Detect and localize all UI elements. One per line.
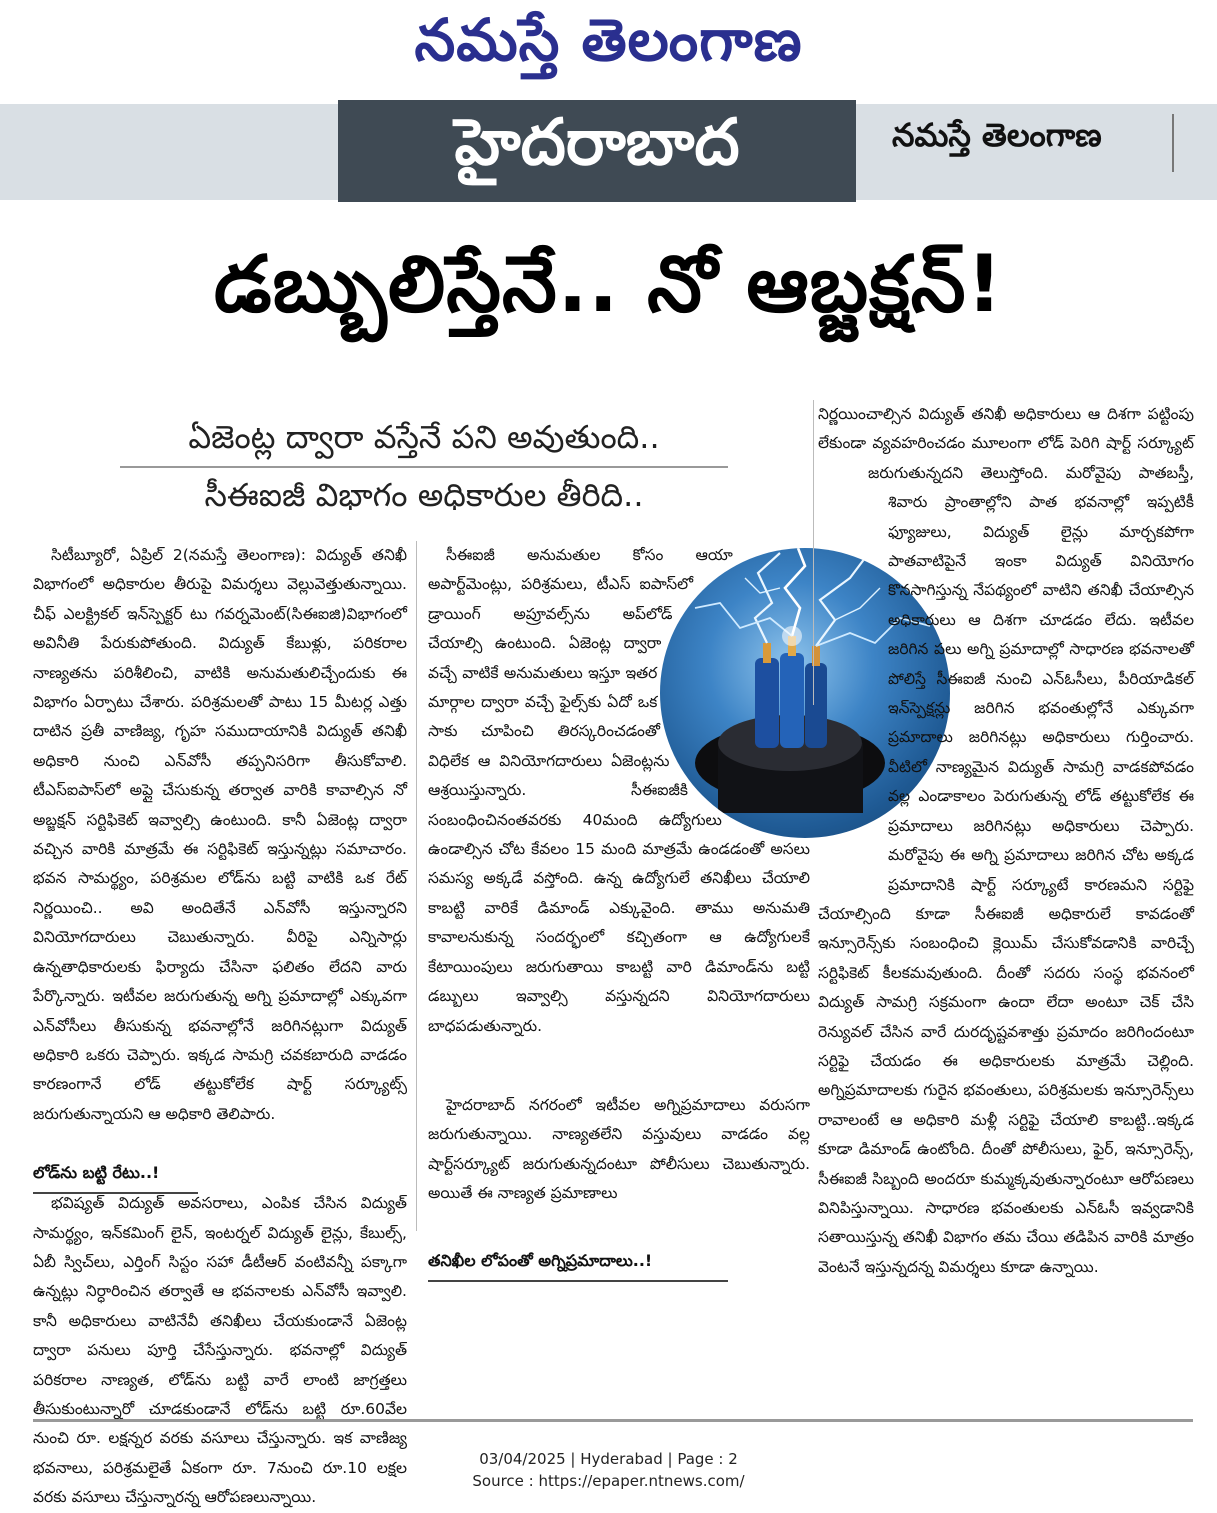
paragraph: భవిష్యత్ విద్యుత్ అవసరాలు, ఎంపిక చేసిన విద్యుత్ సామర్థ్యం, ఇన్‌కమింగ్ లైన్, ఇంటర్నల్ విద్యుత్ లైన్లు, కేబుల్స్, ఏబీ స్విచ్‌లు, ఎర్తింగ్ సిస్టం సహా డీటీఆర్ వంటివన్నీ పక్కాగా ఉన్నట్లు నిర్ధారించిన తర్వాతే ఆ భవనాలకు ఎన్‌వోసీ ఇవ్వాలి. కానీ అధికారులు వాటినేవీ తనిఖీలు చేయకుండానే ఏజెంట్ల ద్వారా పనులు పూర్తి చేసేస్తున్నారు. భవనాల్లో విద్యుత్ పరికరాల నాణ్యత, లోడ్‌ను బట్టి వారే లాంటి జాగ్రత్తలు తీసుకుంటున్నారో చూడకుండానే లోడ్‌ను బట్టి రూ.60వేల నుంచి రూ. లక్షన్నర వరకు వసూలు చేస్తున్నారు. ఇక వాణిజ్య భవనాలు, పరిశ్రమలైతే ఏకంగా రూ. 7నుంచి రూ.10 లక్షల వరకు వసూలు చేస్తున్నారన్న ఆరోపణలున్నాయి.	[33, 1194, 407, 1507]
paragraph: హైదరాబాద్ నగరంలో ఇటీవల అగ్నిప్రమాదాలు వరుసగా జరుగుతున్నాయి. నాణ్యతలేని వస్తువులు వాడడం వల్ల షార్ట్‌సర్క్యూట్ జరుగుతున్నదంటూ పోలీసులు చెబుతున్నారు. అయితే ఈ నాణ్యత ప్రమాణాలు	[428, 1095, 810, 1203]
paragraph: నిర్ణయించాల్సిన విద్యుత్ తనిఖీ అధికారులు ఆ దిశగా పట్టింపు లేకుండా వ్యవహరించడం మూలంగా లోడ్ పెరిగి షార్ట్ సర్క్యూట్ జరుగుతున్నదని తెలుస్తోంది. మరోవైపు పాతబస్తీ, శివారు ప్రాంతాల్లోని పాత భవనాల్లో ఇప్పటికీ ఫ్యూజులు, విద్యుత్ లైన్లు మార్చకపోగా పాతవాటిపైనే ఇంకా విద్యుత్ వినియోగం కొనసాగిస్తున్న నేపథ్యంలో వాటిని తనిఖీ చేయాల్సిన అధికారులు ఆ దిశగా చూడడం లేదు. ఇటీవల జరిగిన పలు అగ్ని ప్రమాదాల్లో సాధారణ భవనాలతో పోలిస్తే సీఈఐజీ నుంచి ఎన్‌ఓసీలు, పీరియాడికల్ ఇన్‌స్పెక్షన్లు జరిగిన భవంతుల్లోనే ఎక్కువగా ప్రమాదాలు జరిగినట్లు అధికారులు గుర్తించారు. వీటిలో నాణ్యమైన విద్యుత్ సామగ్రి వాడకపోవడం వల్ల ఎండాకాలం పెరుగుతున్న లోడ్ తట్టుకోలేక ఈ ప్రమాదాలు జరిగినట్లు అధికారులు చెప్పారు. మరోవైపు ఈ అగ్ని ప్రమాదాలు జరిగిన చోట అక్కడ ప్రమాదానికి షార్ట్ సర్క్యూటే కారణమని సర్టిఫై చేయాల్సింది కూడా సీఈఐజీ అధికారులే కావడంతో ఇన్సూరెన్స్‌కు సంబంధించి క్లెయిమ్ చేసుకోవడానికి వారిచ్చే సర్టిఫికెట్ కీలకమవుతుంది. దీంతో సదరు సంస్థ భవనంలో విద్యుత్ సామగ్రి సక్రమంగా ఉందా లేదా అంటూ చెక్ చేసి రెన్యువల్ చేసిన వారే దురదృష్టవశాత్తు ప్రమాదం జరిగిందంటూ సర్టిఫై చేయడం ఈ అధికారులకు మాత్రమే చెల్లింది. అగ్నిప్రమాదాలకు గురైన భవంతులు, పరిశ్రమలకు ఇన్సూరెన్స్‌లు రావాలంటే ఆ అధికారి మళ్లీ సర్టిఫై చేయాలి కాబట్టి..ఇక్కడ కూడా డిమాండ్ ఉంటోంది. దీంతో పోలీసులు, ఫైర్, ఇన్సూరెన్స్, సీఈఐజీ సిబ్బంది అందరూ కుమ్మక్కవుతున్నారంటూ ఆరోపణలు వినిపిస్తున్నాయి. సాధారణ భవంతులకు ఎన్‌ఓసీ ఇవ్వడానికి సతాయిస్తున్న తనిఖీ విభాగం తమ చేయి తడిపిన వారికి మాత్రం వెంటనే ఇస్తున్నదన్న విమర్శలు కూడా ఉన్నాయి.	[818, 405, 1194, 1276]
headline: డబ్బులిస్తేనే.. నో ఆబ్జక్షన్!	[213, 240, 1004, 330]
footer-date-line: 03/04/2025 | Hyderabad | Page : 2	[479, 1450, 738, 1468]
article-column-1	[33, 541, 407, 1513]
masthead	[0, 0, 1217, 100]
band-brand: నమస్తే తెలంగాణ	[892, 116, 1102, 154]
subheadline-divider	[120, 466, 728, 468]
paragraph: సిటీబ్యూరో, ఏప్రిల్ 2(నమస్తే తెలంగాణ): విద్యుత్ తనిఖీ విభాగంలో అధికారుల తీరుపై విమర్శలు వెల్లువెత్తుతున్నాయి. చీఫ్ ఎలక్ట్రికల్ ఇన్‌స్పెక్టర్ టు గవర్నమెంట్(సిఈఐజి)విభాగంలో అవినీతి పేరుకుపోతుంది. విద్యుత్ కేబుళ్లు, పరికరాల నాణ్యతను పరిశీలించి, వాటికి అనుమతులిచ్చేందుకు ఈ విభాగం ఏర్పాటు చేశారు. పరిశ్రమలతో పాటు 15 మీటర్ల ఎత్తు దాటిన ప్రతీ వాణిజ్య, గృహ సముదాయానికి విద్యుత్ తనిఖీ అధికారి నుంచి ఎన్‌వోసీ తప్పనిసరిగా తీసుకోవాలి. టీఎస్‌ఐపాస్‌లో అప్లై చేసుకున్న తర్వాత వారికి కావాల్సిన నో అబ్జక్షన్ సర్టిఫికెట్ ఇవ్వాల్సి ఉంటుంది. కానీ ఏజెంట్ల ద్వారా వచ్చిన వారికి మాత్రమే ఈ సర్టిఫికెట్ ఇస్తున్నట్లు సమాచారం. భవన సామర్థ్యం, పరిశ్రమల లోడ్‌ను బట్టి వాటికి ఒక రేట్ నిర్ణయించి.. అవి అందితేనే ఎన్‌వోసీ ఇస్తున్నారని వినియోగదారులు చెబుతున్నారు. వీరిపై ఎన్నిసార్లు ఉన్నతాధికారులకు ఫిర్యాదు చేసినా ఫలితం లేదని వారు పేర్కొన్నారు. ఇటీవల జరుగుతున్న అగ్ని ప్రమాదాల్లో ఎక్కువగా ఎన్‌వోసీలు తీసుకున్న భవనాల్లోనే జరిగినట్లుగా విద్యుత్ అధికారి ఒకరు చెప్పారు. ఇక్కడ సామగ్రి చవకబారుది వాడడం కారణంగానే లోడ్ తట్టుకోలేక షార్ట్ సర్క్యూట్స్ జరుగుతున్నాయని ఆ అధికారి తెలిపారు.	[33, 546, 407, 1123]
subheadline-1: ఏజెంట్ల ద్వారా వస్తేనే పని అవుతుంది..	[188, 418, 660, 456]
section-heading-1: లోడ్‌ను బట్టి రేటు..!	[33, 1163, 160, 1182]
page-bottom-rule	[33, 1419, 1193, 1422]
section-heading-rule	[428, 1280, 728, 1282]
city-title: హైదరాబాద	[454, 106, 740, 180]
paragraph: సీఈఐజీ అనుమతుల కోసం ఆయా అపార్ట్‌మెంట్లు, పరిశ్రమలు, టీఎస్ ఐపాస్‌లో డ్రాయింగ్ అప్రూవల్స్‌ను అప్‌లోడ్ చేయాల్సి ఉంటుంది. ఏజెంట్ల ద్వారా వచ్చే వాటికే అనుమతులు ఇస్తూ ఇతర మార్గాల ద్వారా వచ్చే ఫైల్స్‌కు ఏదో ఒక సాకు చూపించి తిరస్కరించడంతో విధిలేక ఆ వినియోగదారులు ఏజెంట్లను ఆశ్రయిస్తున్నారు. సీఈఐజీకి సంబంధించినంతవరకు 40మంది ఉద్యోగులు ఉండాల్సిన చోట కేవలం 15 మంది మాత్రమే ఉండడంతో అసలు సమస్య అక్కడే వస్తోంది. ఉన్న ఉద్యోగులే తనిఖీలు చేయాలి కాబట్టి వారికే డిమాండ్ ఎక్కువైంది. తాము అనుమతి కావాలనుకున్న సందర్భంలో కచ్చితంగా ఆ ఉద్యోగులకే కేటాయింపులు జరుగుతాయి కాబట్టి వారి డిమాండ్‌ను బట్టి డబ్బులు ఇవ్వాల్సి వస్తున్నదని వినియోగదారులు బాధపడుతున్నారు.	[428, 546, 810, 1035]
footer-source-line: Source : https://epaper.ntnews.com/	[472, 1472, 745, 1490]
column-divider	[416, 541, 417, 1231]
article-column-3	[818, 400, 1194, 1282]
section-heading-rule	[33, 1192, 198, 1194]
masthead-logo: నమస్తే తెలంగాణ	[414, 6, 803, 74]
city-banner	[338, 100, 856, 202]
column-divider	[813, 400, 814, 705]
section-heading-2: తనిఖీల లోపంతో అగ్నిప్రమాదాలు..!	[428, 1251, 653, 1270]
band-divider	[1172, 114, 1174, 172]
subheadline-2: సీఈఐజీ విభాగం అధికారుల తీరిది..	[204, 476, 644, 514]
